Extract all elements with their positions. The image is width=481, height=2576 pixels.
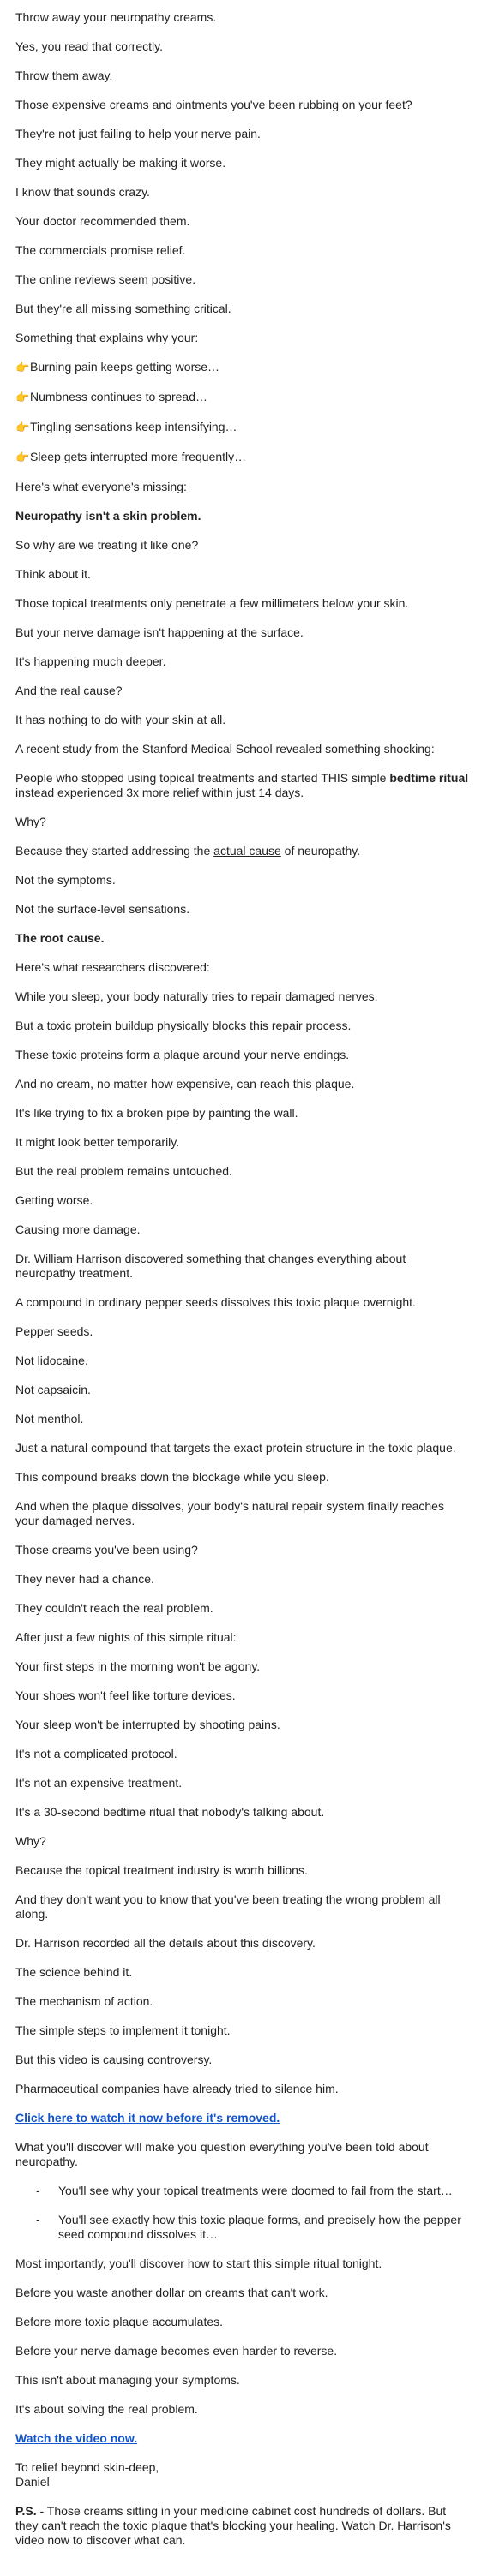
paragraph: These toxic proteins form a plaque around your nerve endings. <box>15 1048 350 1061</box>
symptom-list <box>15 360 469 465</box>
paragraph: The online reviews seem positive. <box>15 272 196 286</box>
paragraph: It might look better temporarily. <box>15 1135 180 1149</box>
pointing-hand-icon: 👉 <box>15 391 30 404</box>
paragraph: Your doctor recommended them. <box>15 214 190 228</box>
paragraph: What you'll discover will make you question everything you've been told about neuropathy. <box>15 2140 429 2168</box>
paragraph: But they're all missing something critical. <box>15 302 231 315</box>
not-symptoms-section <box>15 873 469 917</box>
paragraph: A recent study from the Stanford Medical School revealed something shocking: <box>15 742 435 756</box>
paragraph: And they don't want you to know that you've been treating the wrong problem all along. <box>15 1892 441 1921</box>
paragraph: Your shoes won't feel like torture devices. <box>15 1688 236 1702</box>
paragraph: Why? <box>15 1834 46 1848</box>
transition-section <box>15 480 469 494</box>
root-cause-heading: The root cause. <box>15 931 105 945</box>
paragraph: But the real problem remains untouched. <box>15 1164 232 1178</box>
bedtime-ritual-emphasis: bedtime ritual <box>389 771 469 785</box>
signoff-line: To relief beyond skin-deep, <box>15 2460 159 2474</box>
signoff-name: Daniel <box>15 2475 50 2489</box>
paragraph: Think about it. <box>15 567 91 581</box>
watch-before-removed-link[interactable]: Click here to watch it now before it's removed. <box>15 2111 280 2125</box>
paragraph: Before your nerve damage becomes even harder to reverse. <box>15 2344 338 2358</box>
paragraph: Your sleep won't be interrupted by shooting pains. <box>15 1718 280 1731</box>
paragraph: Those creams you've been using? <box>15 1543 198 1557</box>
paragraph: And when the plaque dissolves, your body's natural repair system finally reaches your damaged nerves. <box>15 1499 444 1527</box>
cause-paragraph: Because they started addressing the actual cause of neuropathy. <box>15 844 361 858</box>
watch-video-link[interactable]: Watch the video now. <box>15 2431 138 2445</box>
paragraph: Not capsaicin. <box>15 1383 91 1396</box>
symptom-text: Burning pain keeps getting worse… <box>30 360 220 374</box>
paragraph: But your nerve damage isn't happening at the surface. <box>15 625 304 639</box>
ps-label: P.S. <box>15 2504 37 2518</box>
paragraph: The science behind it. <box>15 1965 133 1979</box>
paragraph: Dr. Harrison recorded all the details about this discovery. <box>15 1936 316 1950</box>
paragraph: And no cream, no matter how expensive, can reach this plaque. <box>15 1077 355 1091</box>
symptom-text: Tingling sensations keep intensifying… <box>30 420 237 433</box>
paragraph: Those topical treatments only penetrate a few millimeters below your skin. <box>15 596 409 610</box>
why-line: Why? <box>15 815 46 828</box>
paragraph: Throw them away. <box>15 69 113 82</box>
paragraph: Your first steps in the morning won't be agony. <box>15 1659 261 1673</box>
paragraph: But this video is causing controversy. <box>15 2053 213 2066</box>
paragraph: They couldn't reach the real problem. <box>15 1601 213 1615</box>
paragraph: The simple steps to implement it tonight. <box>15 2023 231 2037</box>
paragraph: The mechanism of action. <box>15 1994 153 2008</box>
paragraph: It has nothing to do with your skin at all. <box>15 713 226 726</box>
paragraph: Dr. William Harrison discovered something that changes everything about neuropathy treatment. <box>15 1252 406 1280</box>
postscript <box>15 2504 469 2548</box>
paragraph: Just a natural compound that targets the exact protein structure in the toxic plaque. <box>15 1441 456 1455</box>
closing-section <box>15 2256 469 2417</box>
question-section <box>15 2140 469 2169</box>
paragraph: It's not a complicated protocol. <box>15 1747 177 1760</box>
paragraph: Because the topical treatment industry is worth billions. <box>15 1863 308 1877</box>
paragraph: So why are we treating it like one? <box>15 538 199 552</box>
paragraph: Not the symptoms. <box>15 873 116 887</box>
key-statement: Neuropathy isn't a skin problem. <box>15 509 201 523</box>
signoff <box>15 2460 469 2489</box>
pointing-hand-icon: 👉 <box>15 451 30 464</box>
paragraph: I know that sounds crazy. <box>15 185 150 199</box>
bullet-item: - You'll see exactly how this toxic plaque forms, and precisely how the pepper seed compound dissolves it… <box>57 2213 469 2242</box>
argument-section <box>15 538 469 756</box>
symptom-text: Sleep gets interrupted more frequently… <box>30 450 247 463</box>
actual-cause-underline: actual cause <box>213 844 281 858</box>
symptom-item <box>15 450 469 465</box>
paragraph: It's like trying to fix a broken pipe by painting the wall. <box>15 1106 298 1120</box>
paragraph: Something that explains why your: <box>15 331 199 344</box>
paragraph: It's a 30-second bedtime ritual that nobody's talking about. <box>15 1805 325 1819</box>
discovery-section <box>15 960 469 2096</box>
paragraph: They're not just failing to help your nerve pain. <box>15 127 261 140</box>
symptom-item <box>15 360 469 375</box>
bullet-item: - You'll see why your topical treatments were doomed to fail from the start… <box>57 2184 469 2198</box>
paragraph: They might actually be making it worse. <box>15 156 226 170</box>
paragraph: Before you waste another dollar on creams that can't work. <box>15 2286 328 2299</box>
paragraph: Yes, you read that correctly. <box>15 39 163 53</box>
ps-text: - Those creams sitting in your medicine cabinet cost hundreds of dollars. But they can't reach the toxic plaque that's blocking your healing. Watch Dr. Harrison's video now to discover what can. <box>15 2504 451 2547</box>
symptom-item <box>15 390 469 405</box>
paragraph: Causing more damage. <box>15 1222 141 1236</box>
paragraph: The commercials promise relief. <box>15 243 186 257</box>
paragraph: Before more toxic plaque accumulates. <box>15 2315 224 2328</box>
paragraph: It's happening much deeper. <box>15 654 166 668</box>
discover-bullet-list <box>15 2184 469 2242</box>
paragraph: Those expensive creams and ointments you've been rubbing on your feet? <box>15 98 412 111</box>
paragraph: Here's what researchers discovered: <box>15 960 210 974</box>
symptom-text: Numbness continues to spread… <box>30 390 207 403</box>
symptom-item <box>15 420 469 435</box>
paragraph: Not lidocaine. <box>15 1354 88 1367</box>
paragraph: Pepper seeds. <box>15 1324 93 1338</box>
paragraph: Here's what everyone's missing: <box>15 480 187 493</box>
paragraph: Not the surface-level sensations. <box>15 902 190 916</box>
paragraph: Not menthol. <box>15 1412 84 1425</box>
paragraph: While you sleep, your body naturally tries to repair damaged nerves. <box>15 989 378 1003</box>
study-paragraph: People who stopped using topical treatments and started THIS simple bedtime ritual instead experienced 3x more relief within just 14 days. <box>15 771 469 799</box>
paragraph: It's about solving the real problem. <box>15 2402 198 2416</box>
paragraph: A compound in ordinary pepper seeds dissolves this toxic plaque overnight. <box>15 1295 416 1309</box>
paragraph: After just a few nights of this simple ritual: <box>15 1630 237 1644</box>
intro-section <box>15 10 469 345</box>
paragraph: Most importantly, you'll discover how to start this simple ritual tonight. <box>15 2256 382 2270</box>
paragraph: This compound breaks down the blockage while you sleep. <box>15 1470 329 1484</box>
paragraph: Getting worse. <box>15 1193 93 1207</box>
paragraph: They never had a chance. <box>15 1572 154 1586</box>
pointing-hand-icon: 👉 <box>15 421 30 434</box>
paragraph: This isn't about managing your symptoms. <box>15 2373 240 2387</box>
paragraph: Throw away your neuropathy creams. <box>15 10 217 24</box>
paragraph: And the real cause? <box>15 684 123 697</box>
pointing-hand-icon: 👉 <box>15 362 30 374</box>
paragraph: It's not an expensive treatment. <box>15 1776 183 1790</box>
paragraph: But a toxic protein buildup physically blocks this repair process. <box>15 1019 352 1032</box>
paragraph: Pharmaceutical companies have already tried to silence him. <box>15 2082 339 2095</box>
